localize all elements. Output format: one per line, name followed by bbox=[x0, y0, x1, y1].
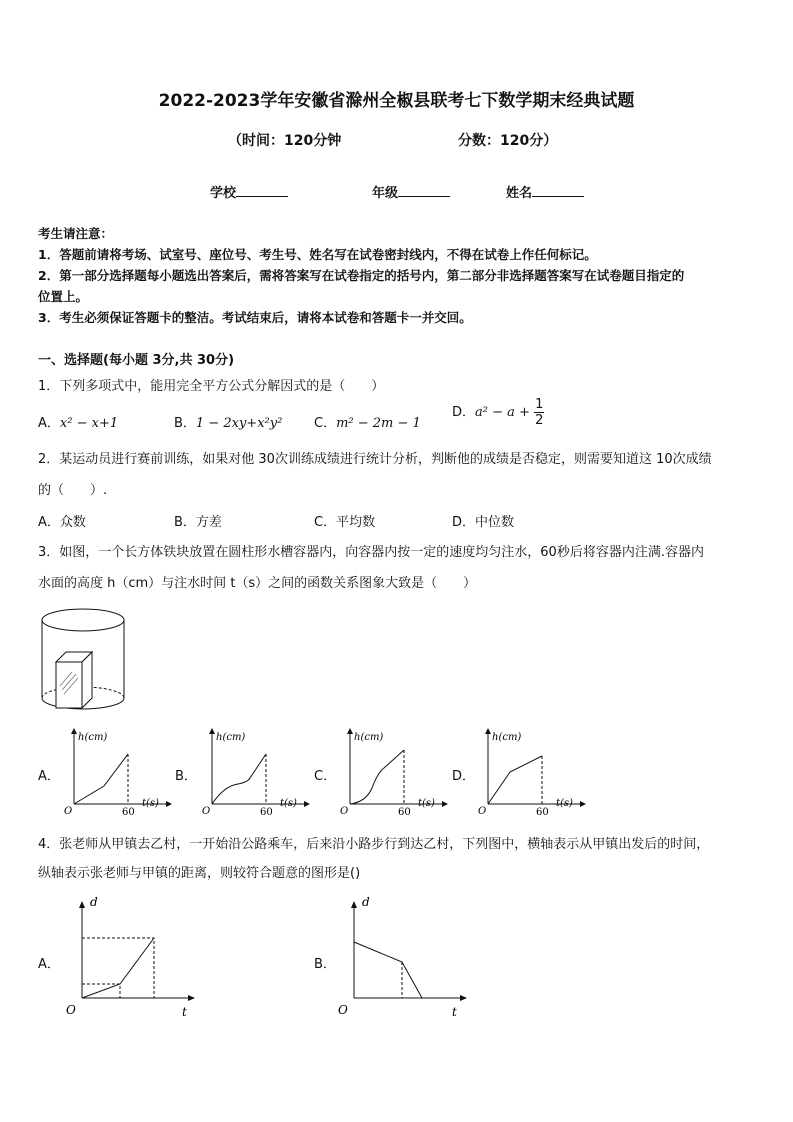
notice-item-2-cont: 位置上。 bbox=[38, 289, 89, 304]
q3-stem: 3．如图，一个长方体铁块放置在圆柱形水槽容器内，向容器内按一定的速度均匀注水，60秒后将容器内注满.容器内 bbox=[38, 545, 704, 560]
q3-graph-b-tick: 60 bbox=[260, 807, 273, 818]
q3-graph-d-tick: 60 bbox=[536, 807, 549, 818]
q3-option-b-label: B． bbox=[175, 769, 197, 784]
q1-option-d bbox=[452, 398, 544, 427]
q2-option-d: D．中位数 bbox=[452, 515, 515, 530]
page-title: 2022-2023学年安徽省滁州全椒县联考七下数学期末经典试题 bbox=[158, 91, 635, 111]
q4-graph-b-ylabel: d bbox=[362, 895, 370, 909]
q3-graph-b bbox=[198, 726, 310, 818]
q3-graph-a-xlabel: t(s) bbox=[142, 798, 159, 809]
fraction-denominator: 2 bbox=[535, 413, 544, 428]
q2-stem: 2．某运动员进行赛前训练，如果对他 30次训练成绩进行统计分析，判断他的成绩是否稳定，则需要知道这 10次成绩 bbox=[38, 452, 712, 467]
exam-score: 分数：120分） bbox=[458, 133, 558, 149]
q4-option-b-label: B． bbox=[314, 957, 336, 972]
q4-stem-cont: 纵轴表示张老师与甲镇的距离，则较符合题意的图形是() bbox=[38, 866, 361, 881]
q1-option-b-label: B． bbox=[174, 416, 196, 431]
q3-graph-d-ylabel: h(cm) bbox=[492, 732, 522, 743]
grade-blank bbox=[398, 183, 450, 197]
exam-time: （时间：120分钟 bbox=[228, 133, 342, 149]
q3-graph-b-origin: O bbox=[202, 806, 211, 817]
q3-graph-a-origin: O bbox=[64, 806, 73, 817]
name-label: 姓名 bbox=[506, 186, 533, 201]
q4-graph-a-xlabel: t bbox=[182, 1005, 187, 1019]
school-field bbox=[210, 182, 288, 201]
q1-option-a-label: A． bbox=[38, 416, 60, 431]
q1-option-c-label: C． bbox=[314, 416, 337, 431]
q1-option-a-text: x² − x+1 bbox=[59, 416, 119, 431]
q3-option-a-label: A． bbox=[38, 769, 60, 784]
q3-graph-a-tick: 60 bbox=[122, 807, 135, 818]
q4-graph-b-origin: O bbox=[338, 1003, 348, 1017]
q3-graph-c-xlabel: t(s) bbox=[418, 798, 435, 809]
q3-graph-a-ylabel: h(cm) bbox=[78, 732, 108, 743]
cylinder-tank-figure bbox=[36, 602, 132, 718]
q3-graph-c-tick: 60 bbox=[398, 807, 411, 818]
q1-option-d-fraction bbox=[534, 398, 544, 427]
q3-graph-b-ylabel: h(cm) bbox=[216, 732, 246, 743]
school-blank bbox=[236, 183, 288, 197]
section-heading: 一、选择题(每小题 3分,共 30分) bbox=[38, 353, 235, 368]
q3-graph-d bbox=[474, 726, 586, 818]
q4-graph-b bbox=[332, 892, 472, 1022]
q4-graph-a-curve bbox=[82, 938, 154, 998]
q1-option-d-label: D． bbox=[452, 405, 476, 420]
q4-graph-a-origin: O bbox=[66, 1003, 76, 1017]
q3-graph-c-ylabel: h(cm) bbox=[354, 732, 384, 743]
name-blank bbox=[532, 183, 584, 197]
q4-stem: 4．张老师从甲镇去乙村，一开始沿公路乘车，后来沿小路步行到达乙村，下列图中，横轴表示从甲镇出发后的时间， bbox=[38, 837, 710, 852]
q3-stem-cont: 水面的高度 h（cm）与注水时间 t（s）之间的函数关系图象大致是（ ） bbox=[38, 576, 477, 591]
q1-option-c-text: m² − 2m − 1 bbox=[336, 416, 421, 431]
q1-option-d-text: a² − a + bbox=[475, 405, 530, 420]
q3-graph-c bbox=[336, 726, 448, 818]
q1-option-b-text: 1 − 2xy+x²y² bbox=[195, 416, 283, 431]
q3-option-c-label: C． bbox=[314, 769, 337, 784]
q2-option-b: B．方差 bbox=[174, 515, 222, 530]
q2-option-c: C．平均数 bbox=[314, 515, 376, 530]
q4-graph-b-xlabel: t bbox=[452, 1005, 457, 1019]
notice-item-3: 3．考生必须保证答题卡的整洁。考试结束后，请将本试卷和答题卡一并交回。 bbox=[38, 310, 472, 325]
q4-graph-b-curve bbox=[354, 942, 422, 998]
school-label: 学校 bbox=[210, 186, 237, 201]
q3-graph-a-curve bbox=[74, 754, 128, 804]
q4-option-a-label: A． bbox=[38, 957, 60, 972]
grade-label: 年级 bbox=[372, 186, 399, 201]
q2-stem-cont: 的（ ）. bbox=[38, 483, 108, 498]
q4-graph-a bbox=[60, 892, 200, 1022]
grade-field bbox=[372, 182, 450, 201]
q3-graph-d-origin: O bbox=[478, 806, 487, 817]
q3-graph-c-origin: O bbox=[340, 806, 349, 817]
q1-option-b bbox=[174, 412, 282, 431]
q3-graph-b-curve bbox=[212, 754, 266, 804]
q4-graph-a-dashed-outer bbox=[82, 938, 154, 998]
notice-item-2: 2．第一部分选择题每小题选出答案后，需将答案写在试卷指定的括号内，第二部分非选择题答案写在试卷题目指定的 bbox=[38, 268, 685, 283]
q1-stem: 1．下列多项式中，能用完全平方公式分解因式的是（ ） bbox=[38, 379, 385, 394]
fraction-numerator: 1 bbox=[535, 397, 544, 412]
notice-item-1: 1．答题前请将考场、试室号、座位号、考生号、姓名写在试卷密封线内，不得在试卷上作任何标记。 bbox=[38, 247, 597, 262]
name-field bbox=[506, 182, 584, 201]
q3-graph-d-curve bbox=[488, 756, 542, 804]
q2-option-a: A．众数 bbox=[38, 515, 86, 530]
q3-option-d-label: D． bbox=[452, 769, 476, 784]
q4-graph-a-ylabel: d bbox=[90, 895, 98, 909]
q1-option-a bbox=[38, 412, 118, 431]
q3-graph-c-curve bbox=[350, 750, 404, 804]
notice-heading: 考生请注意： bbox=[38, 226, 114, 241]
q3-graph-d-xlabel: t(s) bbox=[556, 798, 573, 809]
q1-option-c bbox=[314, 412, 421, 431]
q3-graph-b-xlabel: t(s) bbox=[280, 798, 297, 809]
q3-graph-a bbox=[60, 726, 172, 818]
